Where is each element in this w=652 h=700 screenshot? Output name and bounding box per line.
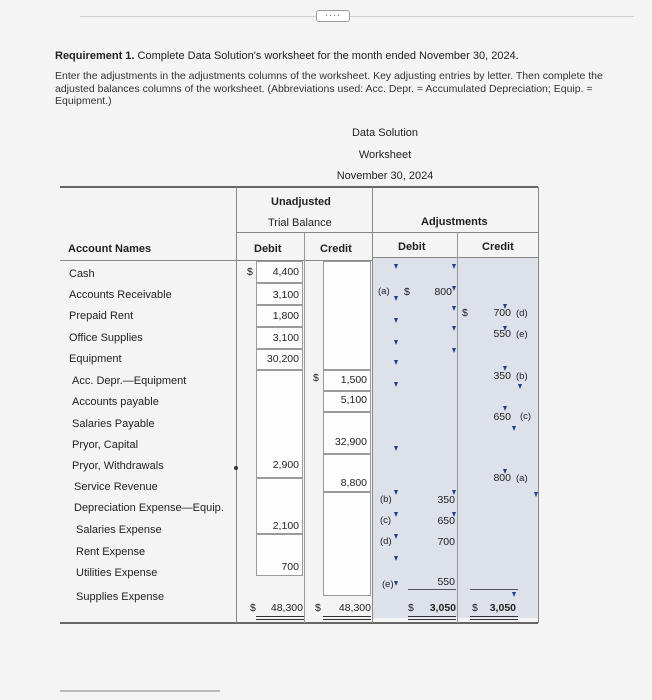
adj-credit-amount[interactable]: 350 — [493, 370, 511, 382]
edit-marker-icon — [503, 469, 507, 474]
column-divider-tb-left — [236, 187, 237, 623]
account-name: Pryor, Withdrawals — [72, 460, 164, 472]
currency-symbol: $ — [250, 602, 256, 614]
requirement-label: Requirement 1. — [55, 50, 135, 62]
table-bottom-rule — [60, 622, 538, 624]
edit-marker-icon — [452, 286, 456, 291]
column-divider-adj-right — [538, 187, 539, 623]
adj-credit-amount[interactable]: 550 — [493, 328, 511, 340]
adj-header-rule — [372, 232, 538, 233]
adj-credit-last-underline — [470, 589, 518, 590]
edit-marker-icon — [452, 326, 456, 331]
tb-debit-value: 3,100 — [272, 332, 299, 344]
adj-debit-letter[interactable]: (b) — [380, 494, 392, 505]
currency-symbol: $ — [462, 307, 468, 319]
edit-marker-icon — [394, 382, 398, 387]
tb-debit-value: 2,900 — [272, 459, 299, 471]
account-name: Accounts payable — [72, 396, 159, 408]
tb-credit-value: 1,500 — [340, 374, 367, 386]
account-name: Rent Expense — [76, 546, 146, 558]
adj-credit-amount[interactable]: 700 — [493, 307, 511, 319]
currency-symbol: $ — [313, 372, 319, 384]
bottom-scroll-bar[interactable] — [60, 690, 220, 692]
edit-marker-icon — [394, 264, 398, 269]
column-divider-tb-mid — [304, 233, 305, 623]
edit-marker-icon — [394, 318, 398, 323]
worksheet-title: Worksheet — [358, 149, 412, 161]
tb-debit-value: 4,400 — [272, 266, 299, 278]
edit-marker-icon — [394, 512, 398, 517]
account-name: Pryor, Capital — [72, 439, 139, 451]
adjustments-heading: Adjustments — [421, 216, 488, 228]
tb-debit-value: 700 — [281, 561, 299, 573]
top-divider — [80, 16, 634, 17]
edit-marker-icon — [394, 296, 398, 301]
currency-symbol: $ — [315, 602, 321, 614]
adj-credit-letter[interactable]: (d) — [516, 308, 528, 319]
adj-debit-amount[interactable]: 350 — [437, 494, 455, 506]
adj-credit-letter[interactable]: (b) — [516, 371, 528, 382]
account-name: Prepaid Rent — [69, 310, 134, 322]
edit-marker-icon — [452, 306, 456, 311]
edit-marker-icon — [503, 304, 507, 309]
unadjusted-heading: Unadjusted — [271, 196, 331, 208]
account-name: Equipment — [69, 353, 122, 365]
tb-credit-heading: Credit — [320, 243, 352, 255]
tb-debit-value: 1,800 — [272, 310, 299, 322]
adj-debit-letter[interactable]: (e) — [382, 579, 394, 590]
requirement-title — [55, 50, 519, 62]
edit-marker-icon — [518, 384, 522, 389]
tb-credit-value: 5,100 — [340, 394, 367, 406]
currency-symbol: $ — [472, 602, 478, 614]
edit-marker-icon — [452, 512, 456, 517]
adj-credit-amount[interactable]: 800 — [493, 472, 511, 484]
adj-debit-amount[interactable]: 800 — [434, 286, 452, 298]
adj-debit-amount[interactable]: 550 — [437, 576, 455, 588]
edit-marker-icon — [512, 592, 516, 597]
edit-marker-icon — [394, 534, 398, 539]
row-marker-dot — [234, 466, 238, 470]
tb-debit-value: 2,100 — [272, 520, 299, 532]
edit-marker-icon — [512, 426, 516, 431]
edit-marker-icon — [452, 264, 456, 269]
adj-debit-last-underline — [408, 589, 456, 590]
account-names-heading: Account Names — [68, 243, 152, 255]
tb-credit-cell[interactable] — [323, 492, 371, 596]
tb-debit-total-underline — [256, 616, 304, 620]
currency-symbol: $ — [408, 602, 414, 614]
instructions-text: Enter the adjustments in the adjustments columns of the worksheet. Key adjusting entries by letter. Then complete the adjusted balances columns of the worksheet. (Abbreviations used: Acc. Depr. = Accumulated Depreciation; Equip. = Equipment.) — [55, 70, 603, 107]
tb-credit-value: 8,800 — [340, 477, 367, 489]
account-name: Salaries Expense — [76, 524, 162, 536]
currency-symbol: $ — [404, 286, 410, 298]
edit-marker-icon — [394, 446, 398, 451]
adj-debit-total-underline — [408, 616, 456, 620]
adj-debit-letter[interactable]: (c) — [380, 515, 392, 526]
adj-debit-letter[interactable]: (d) — [380, 536, 392, 547]
tb-credit-value: 32,900 — [334, 436, 367, 448]
edit-marker-icon — [503, 366, 507, 371]
adj-debit-amount[interactable]: 700 — [437, 536, 455, 548]
adj-debit-letter[interactable]: (a) — [378, 286, 390, 297]
adj-credit-total-underline — [470, 616, 518, 620]
account-header-rule — [60, 260, 236, 261]
account-name: Supplies Expense — [76, 591, 165, 603]
tb-credit-total-underline — [323, 616, 371, 620]
account-name: Cash — [69, 268, 95, 280]
edit-marker-icon — [394, 490, 398, 495]
edit-marker-icon — [452, 490, 456, 495]
worksheet-date: November 30, 2024 — [336, 170, 434, 182]
adj-debit-amount[interactable]: 650 — [437, 515, 455, 527]
account-name: Acc. Depr.—Equipment — [72, 375, 187, 387]
edit-marker-icon — [534, 492, 538, 497]
edit-marker-icon — [452, 348, 456, 353]
adj-debit-total[interactable]: 3,050 — [429, 602, 456, 614]
adj-debit-shade — [373, 258, 457, 618]
account-name: Depreciation Expense—Equip. — [74, 502, 224, 514]
tb-debit-total: 48,300 — [270, 602, 303, 614]
adj-credit-letter[interactable]: (c) — [520, 411, 532, 422]
edit-marker-icon — [394, 360, 398, 365]
account-name: Service Revenue — [74, 481, 158, 493]
account-name: Utilities Expense — [76, 567, 158, 579]
tb-debit-heading: Debit — [254, 243, 282, 255]
tb-debit-value: 30,200 — [266, 353, 299, 365]
adj-credit-heading: Credit — [482, 241, 514, 253]
adj-credit-letter[interactable]: (e) — [516, 329, 528, 340]
edit-marker-icon — [394, 340, 398, 345]
account-name: Office Supplies — [69, 332, 143, 344]
edit-marker-icon — [394, 581, 398, 586]
tb-debit-value: 3,100 — [272, 289, 299, 301]
account-name: Accounts Receivable — [69, 289, 172, 301]
adj-credit-amount[interactable]: 650 — [493, 411, 511, 423]
edit-marker-icon — [503, 326, 507, 331]
tb-credit-total: 48,300 — [338, 602, 371, 614]
account-name: Salaries Payable — [72, 418, 155, 430]
tb-credit-cell[interactable] — [323, 261, 371, 370]
adj-debit-heading: Debit — [398, 241, 426, 253]
company-name: Data Solution — [351, 127, 419, 139]
trial-balance-heading: Trial Balance — [268, 217, 332, 229]
edit-marker-icon — [394, 556, 398, 561]
more-options-button[interactable]: ···· — [316, 10, 350, 22]
adj-credit-total[interactable]: 3,050 — [489, 602, 516, 614]
currency-symbol: $ — [247, 266, 253, 278]
edit-marker-icon — [503, 406, 507, 411]
adj-credit-letter[interactable]: (a) — [516, 473, 528, 484]
table-top-rule — [60, 186, 538, 188]
requirement-text: Complete Data Solution's worksheet for the month ended November 30, 2024. — [134, 50, 519, 62]
